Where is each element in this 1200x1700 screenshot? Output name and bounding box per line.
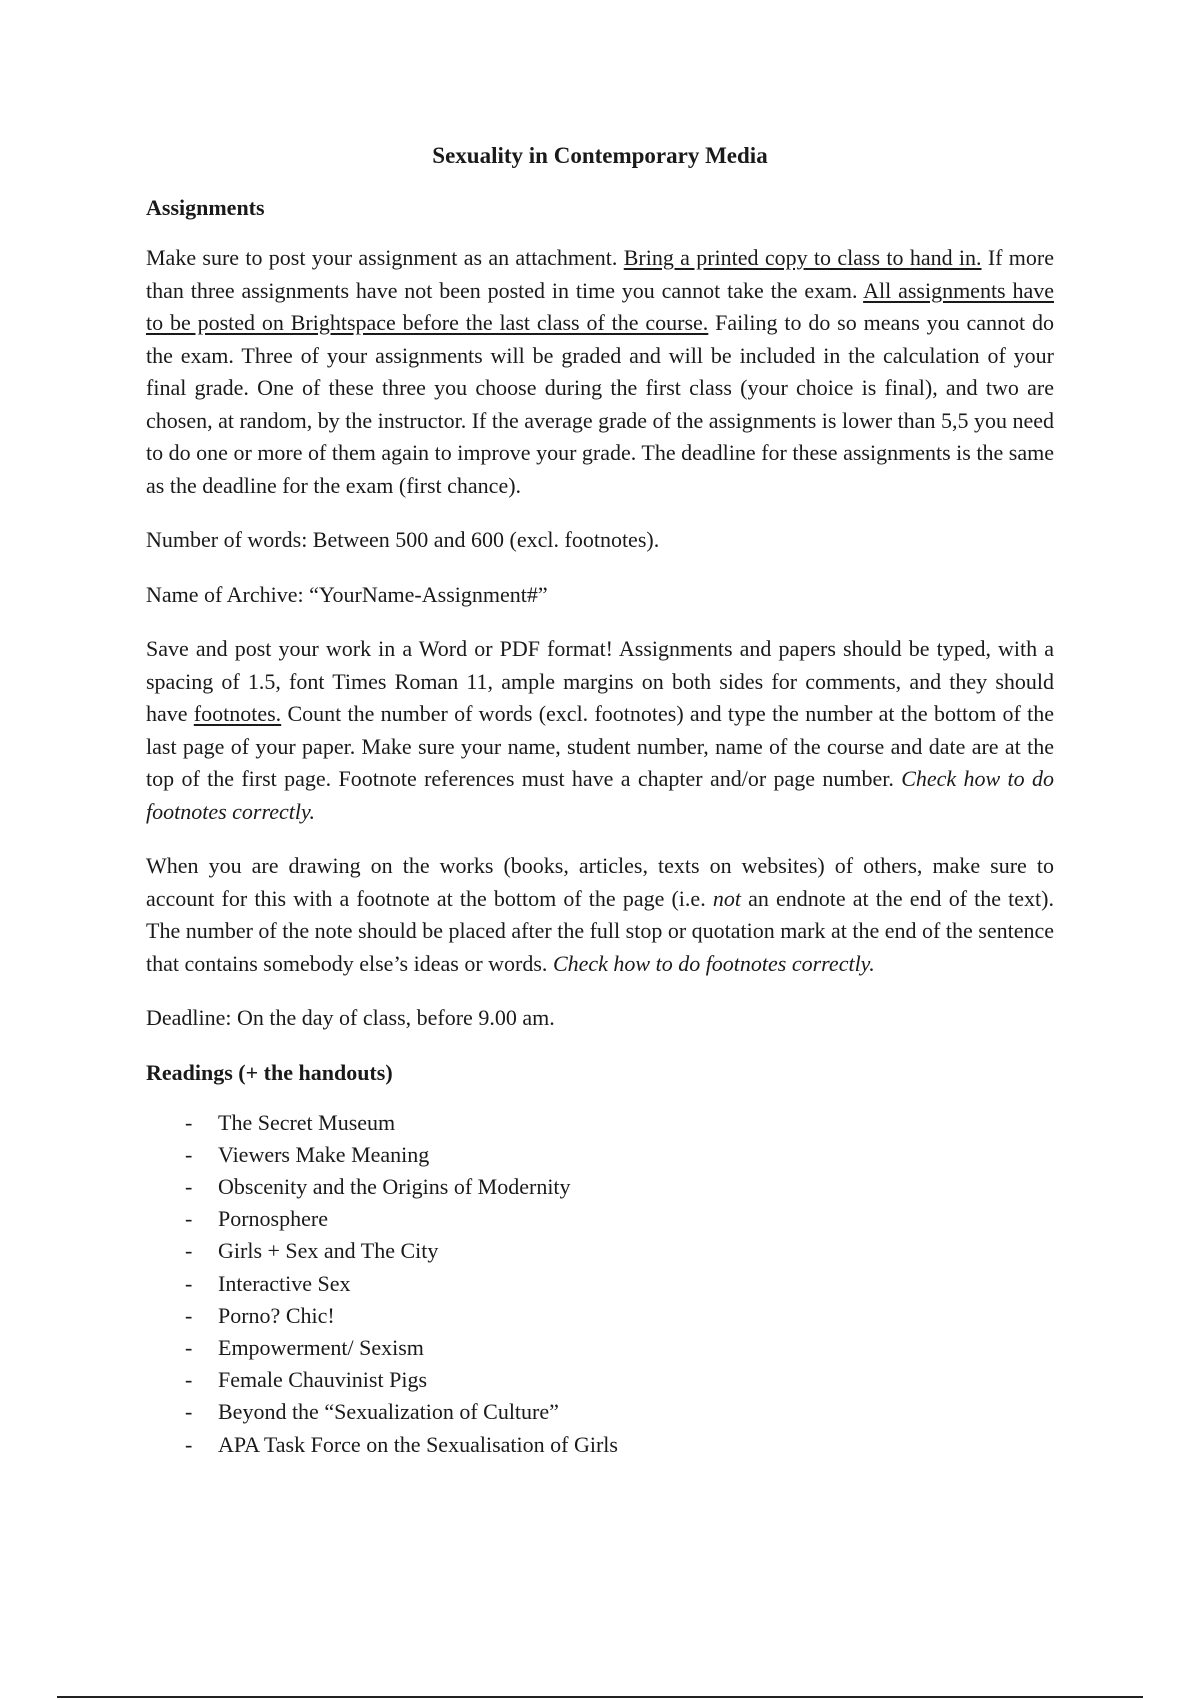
- italic-text: Check how to do footnotes correctly.: [146, 766, 1055, 824]
- text-run: Failing to do so means you cannot do the exam. Three of your assignments will be graded and will be included in the calculation of your final grade. One of these three you choose during the first class (your choice is final), and two are chosen, at random, by the instructor. If the average grade of the assignments is lower than 5,5 you need to do one or more of them again to improve your grade. The deadline for these assignments is the same as the deadline for the exam (first chance).: [146, 310, 1055, 498]
- readings-heading: Readings (+ the handouts): [146, 1059, 393, 1085]
- readings-list: [146, 1107, 1054, 1461]
- list-item: [146, 1396, 1054, 1428]
- formatting-paragraph: [146, 633, 1054, 828]
- underlined-text: footnotes.: [193, 701, 282, 726]
- word-count-line: Number of words: Between 500 and 600 (excl. footnotes).: [146, 527, 660, 552]
- list-item: [146, 1300, 1054, 1332]
- list-item-label: Pornosphere: [218, 1206, 328, 1232]
- text-run: Make sure to post your assignment as an attachment.: [146, 245, 624, 270]
- bullet-dash: -: [185, 1431, 193, 1457]
- italic-text: Check how to do footnotes correctly.: [552, 950, 875, 976]
- list-item-label: Female Chauvinist Pigs: [218, 1367, 427, 1393]
- list-item: [146, 1364, 1054, 1396]
- list-item: [146, 1332, 1054, 1364]
- list-item-label: Porno? Chic!: [218, 1302, 335, 1328]
- citation-paragraph: [146, 850, 1054, 980]
- list-item-label: Obscenity and the Origins of Modernity: [218, 1173, 571, 1199]
- bullet-dash: -: [185, 1399, 193, 1425]
- list-item: [146, 1139, 1054, 1171]
- text-run: Count the number of words (excl. footnotes) and type the number at the bottom of the last page of your paper. Make sure your name, student number, name of the course and date are at the top of the first page. Footnote references must have a chapter and/or page number.: [146, 701, 1055, 791]
- italic-text: not: [712, 885, 741, 911]
- list-item-label: Viewers Make Meaning: [218, 1141, 430, 1167]
- archive-name-line: Name of Archive: “YourName-Assignment#”: [146, 581, 548, 607]
- list-item-label: Interactive Sex: [218, 1270, 351, 1296]
- assignments-heading: Assignments: [146, 195, 265, 220]
- bullet-dash: -: [185, 1109, 193, 1135]
- document-title: Sexuality in Contemporary Media: [432, 143, 768, 168]
- list-item-label: Empowerment/ Sexism: [218, 1334, 424, 1360]
- list-item-label: The Secret Museum: [218, 1109, 396, 1135]
- bullet-dash: -: [185, 1206, 193, 1232]
- list-item: [146, 1235, 1054, 1267]
- bullet-dash: -: [185, 1334, 193, 1360]
- list-item-label: APA Task Force on the Sexualisation of Girls: [218, 1431, 618, 1457]
- assignments-instructions-paragraph: [146, 242, 1054, 502]
- list-item: [146, 1203, 1054, 1235]
- text-run: Save and post your work in a Word or PDF format! Assignments and papers should be typed, with a spacing of 1.5, font Times Roman 11, ample margins on both sides for comments, and they should have: [146, 636, 1054, 726]
- list-item: [146, 1429, 1054, 1461]
- bullet-dash: -: [185, 1173, 193, 1199]
- list-item: [146, 1268, 1054, 1300]
- underlined-text: Bring a printed copy to class to hand in.: [623, 245, 982, 270]
- bullet-dash: -: [185, 1238, 193, 1264]
- bullet-dash: -: [185, 1367, 193, 1393]
- underlined-text: All assignments have to be posted on Brightspace before the last class of the course.: [146, 277, 1054, 335]
- list-item-label: Beyond the “Sexualization of Culture”: [218, 1399, 559, 1425]
- list-item: [146, 1171, 1054, 1203]
- document-page: [146, 140, 1054, 1461]
- text-run: When you are drawing on the works (books, articles, texts on websites) of others, make sure to account for this with a footnote at the bottom of the page (i.e.: [146, 853, 1054, 911]
- deadline-line: Deadline: On the day of class, before 9.00 am.: [146, 1005, 555, 1030]
- list-item-label: Girls + Sex and The City: [218, 1238, 439, 1264]
- bullet-dash: -: [185, 1302, 193, 1328]
- text-run: If more than three assignments have not been posted in time you cannot take the exam.: [146, 245, 1055, 303]
- text-run: an endnote at the end of the text). The number of the note should be placed after the full stop or quotation mark at the end of the sentence that contains somebody else’s ideas or words.: [146, 885, 1054, 976]
- bottom-divider: [57, 1696, 1143, 1698]
- list-item: [146, 1107, 1054, 1139]
- bullet-dash: -: [185, 1141, 193, 1167]
- bullet-dash: -: [185, 1270, 193, 1296]
